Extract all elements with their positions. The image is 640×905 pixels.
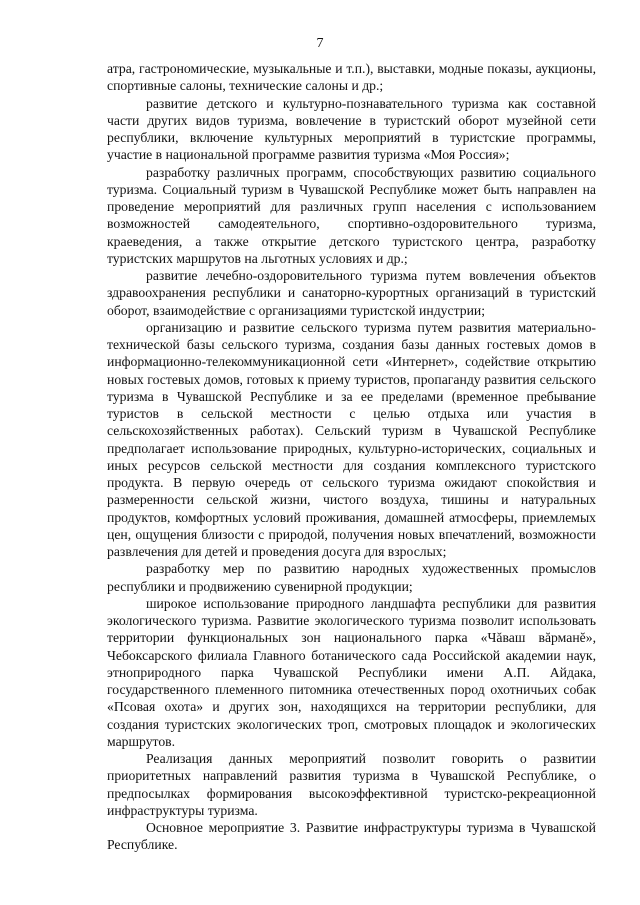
paragraph-folk-crafts: разработку мер по развитию народных художественных промыслов республики и продвижению сувенирной продукции; [107, 561, 596, 594]
paragraph-social-tourism: разработку различных программ, способствующих развитию социального туризма. Социальный туризм в Чувашской Республике может быть направлен на проведение мероприятий для различных групп населения с использованием возможностей самодеятельного, спортивно-оздоровительного туризма, краеведения, а также открытие детского туристского центра, разработку туристских маршрутов на льготных условиях и др.; [107, 164, 596, 266]
paragraph-children-cultural-tourism: развитие детского и культурно-познавательного туризма как составной части других видов туризма, вовлечение в туристский оборот музейной сети республики, включение культурных мероприятий в туристские программы, участие в национальной программе развития туризма «Моя Россия»; [107, 95, 596, 163]
paragraph-main-activity-3: Основное мероприятие 3. Развитие инфраструктуры туризма в Чувашской Республике. [107, 820, 596, 853]
paragraph-health-tourism: развитие лечебно-оздоровительного туризма путем вовлечения объектов здравоохранения республики и санаторно-курортных организаций в туристский оборот, взаимодействие с организациями туристской индустрии; [107, 268, 596, 318]
paragraph-continuation: атра, гастрономические, музыкальные и т.п.), выставки, модные показы, аукционы, спортивные салоны, технические салоны и др.; [107, 61, 596, 94]
paragraph-ecological-tourism: широкое использование природного ландшафта республики для развития экологического туризма. Развитие экологического туризма позволит использовать территории функциональных зон национального парка «Чăваш вăрманĕ», Чебоксарского филиала Главного ботанического сада Российской академии наук, этноприродного парка Чувашской Республики имени А.П. Айдака, государственного племенного питомника отечественных пород охотничьих собак «Псовая охота» и других зон, находящихся на территории республики, для создания туристских экологических троп, смотровых площадок и экологических маршрутов. [107, 595, 596, 749]
paragraph-implementation: Реализация данных мероприятий позволит говорить о развитии приоритетных направлений развития туризма в Чувашской Республике, о предпосылках формирования высокоэффективной туристско-рекреационной инфраструктуры туризма. [107, 751, 596, 818]
page-number: 7 [316, 36, 324, 51]
paragraph-rural-tourism: организацию и развитие сельского туризма путем развития материально-технической базы сельского туризма, создания базы данных гостевых домов в информационно-телекоммуникационной сети «Интернет», содействие открытию новых гостевых домов, готовых к приему туристов, пропаганду развития сельского туризма в Чувашской Республике и за ее пределами (временное пребывание туристов в сельской местности с целью отдыха или участия в сельскохозяйственных работах). Сельский туризм в Чувашской Республике предполагает использование природных, культурно-исторических, социальных и иных ресурсов сельской местности для создания комплексного туристского продукта. В первую очередь от сельского туризма ожидают спокойствия и размеренности сельской жизни, чистого воздуха, тишины и натуральных продуктов, комфортных условий проживания, домашней атмосферы, приемлемых цен, ощущения близости с природой, получения новых впечатлений, возможности развлечения для детей и проведения досуга для взрослых; [107, 319, 596, 559]
document-body [107, 60, 596, 854]
